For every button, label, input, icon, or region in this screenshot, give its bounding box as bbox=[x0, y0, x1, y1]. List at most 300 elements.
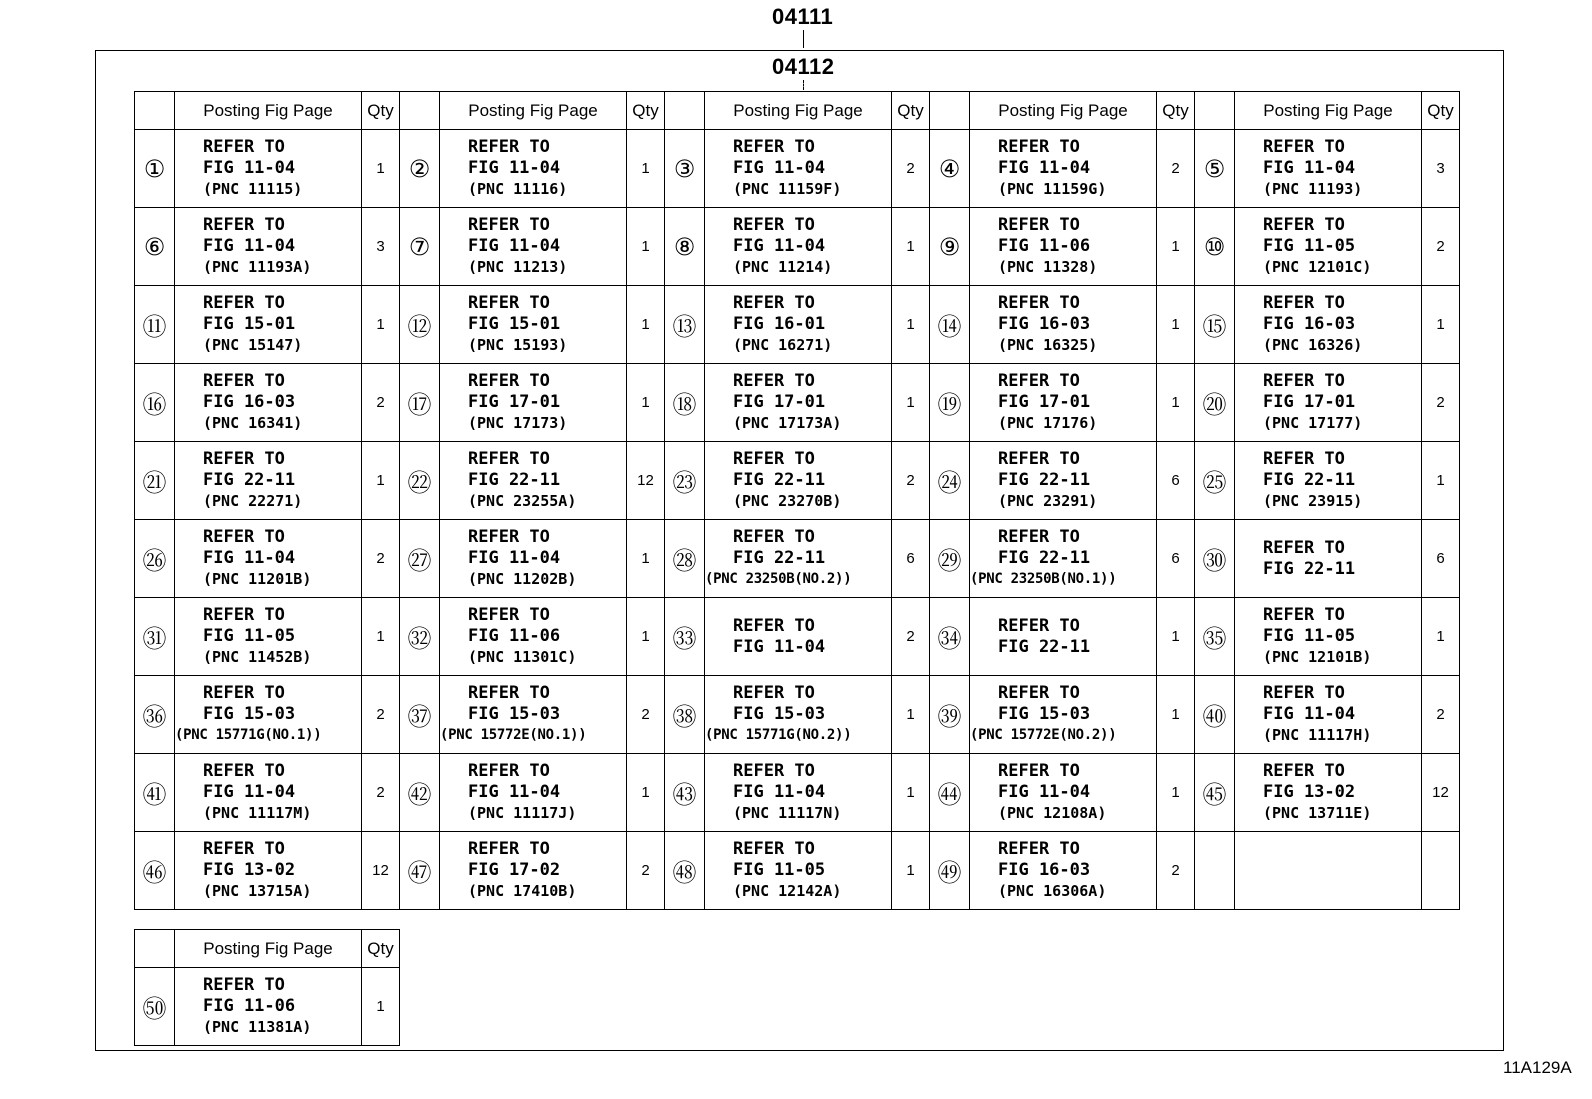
pnc-reference-text: (PNC 11202B) bbox=[468, 570, 577, 588]
fig-reference-text: FIG 13-02 bbox=[203, 860, 296, 880]
item-quantity: 2 bbox=[892, 598, 930, 676]
fig-reference-text: FIG 15-03 bbox=[733, 704, 826, 724]
item-number-badge: ⑬ bbox=[665, 286, 705, 364]
table-row bbox=[135, 364, 1460, 442]
item-number-badge: ⑤ bbox=[1195, 130, 1235, 208]
item-reference-cell bbox=[440, 520, 627, 598]
fig-reference-text: FIG 11-04 bbox=[203, 236, 296, 256]
refer-to-text: REFER TO bbox=[1263, 293, 1345, 313]
refer-to-text: REFER TO bbox=[203, 605, 285, 625]
pnc-reference-text: (PNC 17173A) bbox=[733, 414, 842, 432]
table-row bbox=[135, 442, 1460, 520]
fig-reference-text: FIG 22-11 bbox=[468, 470, 561, 490]
item-number-badge: ⑭ bbox=[930, 286, 970, 364]
item-reference-cell bbox=[175, 968, 362, 1046]
table-row bbox=[135, 598, 1460, 676]
item-reference-cell bbox=[175, 208, 362, 286]
pnc-reference-text: (PNC 11381A) bbox=[203, 1018, 312, 1036]
pnc-reference-text: (PNC 16271) bbox=[733, 336, 833, 354]
item-reference-cell bbox=[970, 832, 1157, 910]
parts-table-extra bbox=[134, 929, 400, 1046]
header-number-cell bbox=[665, 92, 705, 130]
item-reference-cell bbox=[970, 208, 1157, 286]
header-number-cell bbox=[135, 92, 175, 130]
fig-reference-text: FIG 11-04 bbox=[733, 782, 826, 802]
item-reference-cell bbox=[970, 598, 1157, 676]
pnc-reference-text: (PNC 15771G(NO.2)) bbox=[705, 727, 852, 743]
refer-to-text: REFER TO bbox=[468, 761, 550, 781]
header-number-cell bbox=[930, 92, 970, 130]
fig-reference-text: FIG 11-04 bbox=[733, 236, 826, 256]
item-reference-cell bbox=[1235, 598, 1422, 676]
fig-reference-text: FIG 11-05 bbox=[203, 626, 296, 646]
item-reference-cell bbox=[1235, 754, 1422, 832]
item-quantity: 1 bbox=[362, 286, 400, 364]
fig-reference-text: FIG 11-04 bbox=[998, 782, 1091, 802]
item-number-badge: ㉞ bbox=[930, 598, 970, 676]
item-reference-cell bbox=[175, 442, 362, 520]
pnc-reference-text: (PNC 11116) bbox=[468, 180, 568, 198]
refer-to-text: REFER TO bbox=[468, 137, 550, 157]
refer-to-text: REFER TO bbox=[203, 761, 285, 781]
item-reference-cell bbox=[440, 286, 627, 364]
refer-to-text: REFER TO bbox=[468, 371, 550, 391]
item-number-badge: ㊻ bbox=[135, 832, 175, 910]
fig-reference-text: FIG 11-06 bbox=[203, 996, 296, 1016]
item-number-badge: ㉗ bbox=[400, 520, 440, 598]
item-quantity: 1 bbox=[1422, 286, 1460, 364]
item-number-badge: ㉙ bbox=[930, 520, 970, 598]
refer-to-text: REFER TO bbox=[998, 137, 1080, 157]
item-quantity: 1 bbox=[892, 208, 930, 286]
fig-reference-text: FIG 11-04 bbox=[998, 158, 1091, 178]
item-reference-cell bbox=[1235, 676, 1422, 754]
pnc-reference-text: (PNC 11159F) bbox=[733, 180, 842, 198]
header-qty: Qty bbox=[627, 92, 665, 130]
item-quantity: 1 bbox=[892, 676, 930, 754]
fig-reference-text: FIG 15-03 bbox=[203, 704, 296, 724]
fig-reference-text: FIG 22-11 bbox=[1263, 558, 1356, 579]
item-reference-cell bbox=[970, 520, 1157, 598]
item-quantity: 1 bbox=[627, 598, 665, 676]
pnc-reference-text: (PNC 11193A) bbox=[203, 258, 312, 276]
item-number-badge: ㊺ bbox=[1195, 754, 1235, 832]
item-reference-cell bbox=[440, 754, 627, 832]
item-reference-cell bbox=[175, 754, 362, 832]
refer-to-text: REFER TO bbox=[733, 615, 815, 636]
item-reference-cell bbox=[440, 130, 627, 208]
item-reference-cell bbox=[440, 832, 627, 910]
item-quantity: 2 bbox=[892, 442, 930, 520]
item-quantity: 2 bbox=[1157, 130, 1195, 208]
pnc-reference-text: (PNC 16325) bbox=[998, 336, 1098, 354]
item-quantity: 1 bbox=[1422, 442, 1460, 520]
table-row bbox=[135, 520, 1460, 598]
leader-line bbox=[803, 30, 804, 48]
item-reference-cell bbox=[175, 286, 362, 364]
refer-to-text: REFER TO bbox=[1263, 683, 1345, 703]
item-quantity: 6 bbox=[1422, 520, 1460, 598]
fig-reference-text: FIG 11-05 bbox=[1263, 236, 1356, 256]
item-quantity: 6 bbox=[892, 520, 930, 598]
item-number-badge: ⑨ bbox=[930, 208, 970, 286]
refer-to-text: REFER TO bbox=[733, 371, 815, 391]
refer-to-text: REFER TO bbox=[1263, 215, 1345, 235]
pnc-reference-text: (PNC 15193) bbox=[468, 336, 568, 354]
fig-reference-text: FIG 16-03 bbox=[998, 860, 1091, 880]
fig-reference-text: FIG 11-04 bbox=[468, 782, 561, 802]
refer-to-text: REFER TO bbox=[468, 449, 550, 469]
pnc-reference-text: (PNC 23255A) bbox=[468, 492, 577, 510]
fig-reference-text: FIG 11-04 bbox=[1263, 704, 1356, 724]
header-number-cell bbox=[400, 92, 440, 130]
refer-to-text: REFER TO bbox=[468, 605, 550, 625]
item-number-badge: ㉜ bbox=[400, 598, 440, 676]
pnc-reference-text: (PNC 16326) bbox=[1263, 336, 1363, 354]
pnc-reference-text: (PNC 23250B(NO.2)) bbox=[705, 571, 852, 587]
fig-reference-text: FIG 15-01 bbox=[468, 314, 561, 334]
fig-reference-text: FIG 17-01 bbox=[1263, 392, 1356, 412]
item-number-badge: ⑳ bbox=[1195, 364, 1235, 442]
item-reference-cell bbox=[705, 364, 892, 442]
item-number-badge: ④ bbox=[930, 130, 970, 208]
item-quantity: 2 bbox=[1422, 208, 1460, 286]
item-reference-cell bbox=[175, 598, 362, 676]
fig-reference-text: FIG 22-11 bbox=[733, 470, 826, 490]
item-reference-cell bbox=[705, 520, 892, 598]
item-quantity: 12 bbox=[627, 442, 665, 520]
fig-reference-text: FIG 16-01 bbox=[733, 314, 826, 334]
pnc-reference-text: (PNC 15771G(NO.1)) bbox=[175, 727, 322, 743]
table-row bbox=[135, 754, 1460, 832]
header-posting-fig-page: Posting Fig Page bbox=[1235, 92, 1422, 130]
pnc-reference-text: (PNC 23270B) bbox=[733, 492, 842, 510]
pnc-reference-text: (PNC 11117H) bbox=[1263, 726, 1372, 744]
refer-to-text: REFER TO bbox=[998, 215, 1080, 235]
item-quantity: 6 bbox=[1157, 442, 1195, 520]
refer-to-text: REFER TO bbox=[733, 761, 815, 781]
item-quantity: 1 bbox=[362, 442, 400, 520]
header-number-cell bbox=[1195, 92, 1235, 130]
illustration-code: 11A129A bbox=[1503, 1058, 1572, 1077]
refer-to-text: REFER TO bbox=[998, 761, 1080, 781]
header-qty: Qty bbox=[362, 92, 400, 130]
refer-to-text: REFER TO bbox=[203, 137, 285, 157]
item-reference-cell bbox=[440, 598, 627, 676]
item-number-badge: ㉖ bbox=[135, 520, 175, 598]
header-posting-fig-page: Posting Fig Page bbox=[175, 930, 362, 968]
item-reference-cell bbox=[1235, 130, 1422, 208]
item-number-badge: ⑦ bbox=[400, 208, 440, 286]
refer-to-text: REFER TO bbox=[1263, 605, 1345, 625]
pnc-reference-text: (PNC 23250B(NO.1)) bbox=[970, 571, 1117, 587]
item-reference-cell bbox=[175, 520, 362, 598]
item-quantity: 2 bbox=[362, 364, 400, 442]
fig-reference-text: FIG 22-11 bbox=[733, 548, 826, 568]
refer-to-text: REFER TO bbox=[733, 449, 815, 469]
item-number-badge: ㉒ bbox=[400, 442, 440, 520]
fig-reference-text: FIG 16-03 bbox=[1263, 314, 1356, 334]
item-quantity: 1 bbox=[1157, 286, 1195, 364]
pnc-reference-text: (PNC 11159G) bbox=[998, 180, 1107, 198]
fig-reference-text: FIG 11-04 bbox=[203, 548, 296, 568]
refer-to-text: REFER TO bbox=[998, 683, 1080, 703]
item-quantity: 1 bbox=[892, 364, 930, 442]
refer-to-text: REFER TO bbox=[998, 449, 1080, 469]
item-quantity bbox=[1422, 832, 1460, 910]
fig-reference-text: FIG 22-11 bbox=[1263, 470, 1356, 490]
pnc-reference-text: (PNC 16341) bbox=[203, 414, 303, 432]
refer-to-text: REFER TO bbox=[733, 839, 815, 859]
item-number-badge: ㊷ bbox=[400, 754, 440, 832]
item-reference-cell bbox=[705, 754, 892, 832]
pnc-reference-text: (PNC 17176) bbox=[998, 414, 1098, 432]
item-quantity: 2 bbox=[362, 676, 400, 754]
refer-to-text: REFER TO bbox=[733, 215, 815, 235]
item-number-badge: ⑮ bbox=[1195, 286, 1235, 364]
item-quantity: 2 bbox=[627, 832, 665, 910]
refer-to-text: REFER TO bbox=[998, 293, 1080, 313]
fig-reference-text: FIG 13-02 bbox=[1263, 782, 1356, 802]
fig-reference-text: FIG 17-01 bbox=[998, 392, 1091, 412]
fig-reference-text: FIG 16-03 bbox=[203, 392, 296, 412]
refer-to-text: REFER TO bbox=[1263, 371, 1345, 391]
header-posting-fig-page: Posting Fig Page bbox=[705, 92, 892, 130]
item-quantity: 1 bbox=[1157, 754, 1195, 832]
table-row bbox=[135, 286, 1460, 364]
item-reference-cell bbox=[440, 364, 627, 442]
item-quantity: 3 bbox=[1422, 130, 1460, 208]
item-quantity: 1 bbox=[892, 286, 930, 364]
item-reference-cell bbox=[175, 676, 362, 754]
pnc-reference-text: (PNC 17410B) bbox=[468, 882, 577, 900]
fig-reference-text: FIG 11-04 bbox=[203, 782, 296, 802]
pnc-reference-text: (PNC 17177) bbox=[1263, 414, 1363, 432]
item-quantity: 1 bbox=[1157, 598, 1195, 676]
item-number-badge: ⑫ bbox=[400, 286, 440, 364]
pnc-reference-text: (PNC 11115) bbox=[203, 180, 303, 198]
item-reference-cell bbox=[1235, 442, 1422, 520]
fig-reference-text: FIG 22-11 bbox=[998, 470, 1091, 490]
item-number-badge: ㊴ bbox=[930, 676, 970, 754]
parts-table-main bbox=[134, 91, 1460, 910]
fig-reference-text: FIG 11-05 bbox=[733, 860, 826, 880]
item-quantity: 6 bbox=[1157, 520, 1195, 598]
item-reference-cell bbox=[1235, 364, 1422, 442]
table-header-row bbox=[135, 92, 1460, 130]
table-row bbox=[135, 968, 400, 1046]
item-quantity: 3 bbox=[362, 208, 400, 286]
item-reference-cell bbox=[970, 676, 1157, 754]
item-number-badge: ㊶ bbox=[135, 754, 175, 832]
header-qty: Qty bbox=[1157, 92, 1195, 130]
item-quantity: 2 bbox=[362, 520, 400, 598]
refer-to-text: REFER TO bbox=[733, 527, 815, 547]
pnc-reference-text: (PNC 13711E) bbox=[1263, 804, 1372, 822]
table-row bbox=[135, 832, 1460, 910]
item-reference-cell bbox=[970, 754, 1157, 832]
inner-part-number: 04112 bbox=[772, 54, 835, 79]
item-quantity: 12 bbox=[1422, 754, 1460, 832]
header-posting-fig-page: Posting Fig Page bbox=[440, 92, 627, 130]
fig-reference-text: FIG 22-11 bbox=[998, 548, 1091, 568]
fig-reference-text: FIG 15-01 bbox=[203, 314, 296, 334]
refer-to-text: REFER TO bbox=[468, 839, 550, 859]
item-reference-cell bbox=[705, 676, 892, 754]
refer-to-text: REFER TO bbox=[203, 683, 285, 703]
pnc-reference-text: (PNC 23915) bbox=[1263, 492, 1363, 510]
item-number-badge: ㉝ bbox=[665, 598, 705, 676]
table-header-row bbox=[135, 930, 400, 968]
pnc-reference-text: (PNC 16306A) bbox=[998, 882, 1107, 900]
pnc-reference-text: (PNC 12108A) bbox=[998, 804, 1107, 822]
item-reference-cell bbox=[705, 598, 892, 676]
item-reference-cell bbox=[1235, 286, 1422, 364]
fig-reference-text: FIG 11-04 bbox=[468, 548, 561, 568]
fig-reference-text: FIG 11-04 bbox=[1263, 158, 1356, 178]
item-reference-cell bbox=[970, 130, 1157, 208]
outer-part-number: 04111 bbox=[772, 4, 834, 29]
item-number-badge: ③ bbox=[665, 130, 705, 208]
item-quantity: 12 bbox=[362, 832, 400, 910]
item-number-badge: ⑧ bbox=[665, 208, 705, 286]
fig-reference-text: FIG 16-03 bbox=[998, 314, 1091, 334]
item-reference-cell bbox=[705, 208, 892, 286]
item-number-badge: ㊼ bbox=[400, 832, 440, 910]
refer-to-text: REFER TO bbox=[1263, 537, 1345, 558]
item-quantity: 2 bbox=[892, 130, 930, 208]
item-quantity: 2 bbox=[627, 676, 665, 754]
pnc-reference-text: (PNC 15147) bbox=[203, 336, 303, 354]
item-number-badge: ㊳ bbox=[665, 676, 705, 754]
item-number-badge: ㉕ bbox=[1195, 442, 1235, 520]
refer-to-text: REFER TO bbox=[203, 527, 285, 547]
pnc-reference-text: (PNC 11452B) bbox=[203, 648, 312, 666]
item-number-badge: ⑲ bbox=[930, 364, 970, 442]
pnc-reference-text: (PNC 12142A) bbox=[733, 882, 842, 900]
item-number-badge: ⑯ bbox=[135, 364, 175, 442]
item-reference-cell bbox=[175, 832, 362, 910]
item-number-badge: ⑥ bbox=[135, 208, 175, 286]
item-quantity: 1 bbox=[892, 754, 930, 832]
item-number-badge: ㊸ bbox=[665, 754, 705, 832]
item-reference-cell bbox=[970, 364, 1157, 442]
pnc-reference-text: (PNC 13715A) bbox=[203, 882, 312, 900]
item-reference-cell bbox=[440, 208, 627, 286]
refer-to-text: REFER TO bbox=[203, 371, 285, 391]
item-quantity: 2 bbox=[1422, 676, 1460, 754]
header-posting-fig-page: Posting Fig Page bbox=[970, 92, 1157, 130]
item-reference-cell bbox=[1235, 520, 1422, 598]
item-quantity: 2 bbox=[1157, 832, 1195, 910]
item-reference-cell bbox=[705, 130, 892, 208]
table-row bbox=[135, 208, 1460, 286]
refer-to-text: REFER TO bbox=[733, 683, 815, 703]
item-quantity: 1 bbox=[1157, 364, 1195, 442]
item-quantity: 1 bbox=[1157, 676, 1195, 754]
fig-reference-text: FIG 17-01 bbox=[468, 392, 561, 412]
pnc-reference-text: (PNC 11201B) bbox=[203, 570, 312, 588]
pnc-reference-text: (PNC 11213) bbox=[468, 258, 568, 276]
item-reference-cell bbox=[1235, 832, 1422, 910]
refer-to-text: REFER TO bbox=[1263, 449, 1345, 469]
item-number-badge: ⑰ bbox=[400, 364, 440, 442]
pnc-reference-text: (PNC 11214) bbox=[733, 258, 833, 276]
fig-reference-text: FIG 11-04 bbox=[468, 236, 561, 256]
fig-reference-text: FIG 22-11 bbox=[998, 636, 1091, 657]
pnc-reference-text: (PNC 11328) bbox=[998, 258, 1098, 276]
pnc-reference-text: (PNC 23291) bbox=[998, 492, 1098, 510]
item-number-badge: ㊲ bbox=[400, 676, 440, 754]
refer-to-text: REFER TO bbox=[733, 293, 815, 313]
fig-reference-text: FIG 15-03 bbox=[998, 704, 1091, 724]
pnc-reference-text: (PNC 11117M) bbox=[203, 804, 312, 822]
item-quantity: 1 bbox=[627, 286, 665, 364]
item-number-badge: ㉘ bbox=[665, 520, 705, 598]
leader-line-dashed bbox=[803, 80, 804, 90]
item-number-badge: ⑩ bbox=[1195, 208, 1235, 286]
fig-reference-text: FIG 11-05 bbox=[1263, 626, 1356, 646]
fig-reference-text: FIG 11-04 bbox=[733, 636, 826, 657]
item-reference-cell bbox=[705, 286, 892, 364]
fig-reference-text: FIG 17-02 bbox=[468, 860, 561, 880]
item-number-badge: ㊾ bbox=[930, 832, 970, 910]
header-number-cell bbox=[135, 930, 175, 968]
refer-to-text: REFER TO bbox=[733, 137, 815, 157]
refer-to-text: REFER TO bbox=[1263, 761, 1345, 781]
item-number-badge bbox=[1195, 832, 1235, 910]
pnc-reference-text: (PNC 15772E(NO.2)) bbox=[970, 727, 1117, 743]
item-number-badge: ⑪ bbox=[135, 286, 175, 364]
fig-reference-text: FIG 11-04 bbox=[468, 158, 561, 178]
fig-reference-text: FIG 22-11 bbox=[203, 470, 296, 490]
item-number-badge: ㊱ bbox=[135, 676, 175, 754]
fig-reference-text: FIG 11-06 bbox=[468, 626, 561, 646]
item-number-badge: ㊹ bbox=[930, 754, 970, 832]
refer-to-text: REFER TO bbox=[468, 527, 550, 547]
item-number-badge: ⑱ bbox=[665, 364, 705, 442]
refer-to-text: REFER TO bbox=[998, 527, 1080, 547]
item-reference-cell bbox=[175, 130, 362, 208]
refer-to-text: REFER TO bbox=[468, 215, 550, 235]
refer-to-text: REFER TO bbox=[203, 293, 285, 313]
item-number-badge: ① bbox=[135, 130, 175, 208]
item-quantity: 2 bbox=[362, 754, 400, 832]
item-number-badge: ㊽ bbox=[665, 832, 705, 910]
refer-to-text: REFER TO bbox=[203, 449, 285, 469]
item-reference-cell bbox=[970, 286, 1157, 364]
pnc-reference-text: (PNC 22271) bbox=[203, 492, 303, 510]
refer-to-text: REFER TO bbox=[998, 839, 1080, 859]
header-qty: Qty bbox=[892, 92, 930, 130]
item-reference-cell bbox=[1235, 208, 1422, 286]
item-quantity: 1 bbox=[362, 130, 400, 208]
pnc-reference-text: (PNC 17173) bbox=[468, 414, 568, 432]
item-quantity: 1 bbox=[627, 208, 665, 286]
refer-to-text: REFER TO bbox=[203, 215, 285, 235]
pnc-reference-text: (PNC 11117J) bbox=[468, 804, 577, 822]
header-posting-fig-page: Posting Fig Page bbox=[175, 92, 362, 130]
pnc-reference-text: (PNC 11301C) bbox=[468, 648, 577, 666]
item-quantity: 2 bbox=[1422, 364, 1460, 442]
pnc-reference-text: (PNC 11117N) bbox=[733, 804, 842, 822]
item-number-badge: ㉑ bbox=[135, 442, 175, 520]
item-reference-cell bbox=[970, 442, 1157, 520]
item-number-badge: ㉚ bbox=[1195, 520, 1235, 598]
item-reference-cell bbox=[175, 364, 362, 442]
item-number-badge: ㉓ bbox=[665, 442, 705, 520]
item-quantity: 1 bbox=[1157, 208, 1195, 286]
